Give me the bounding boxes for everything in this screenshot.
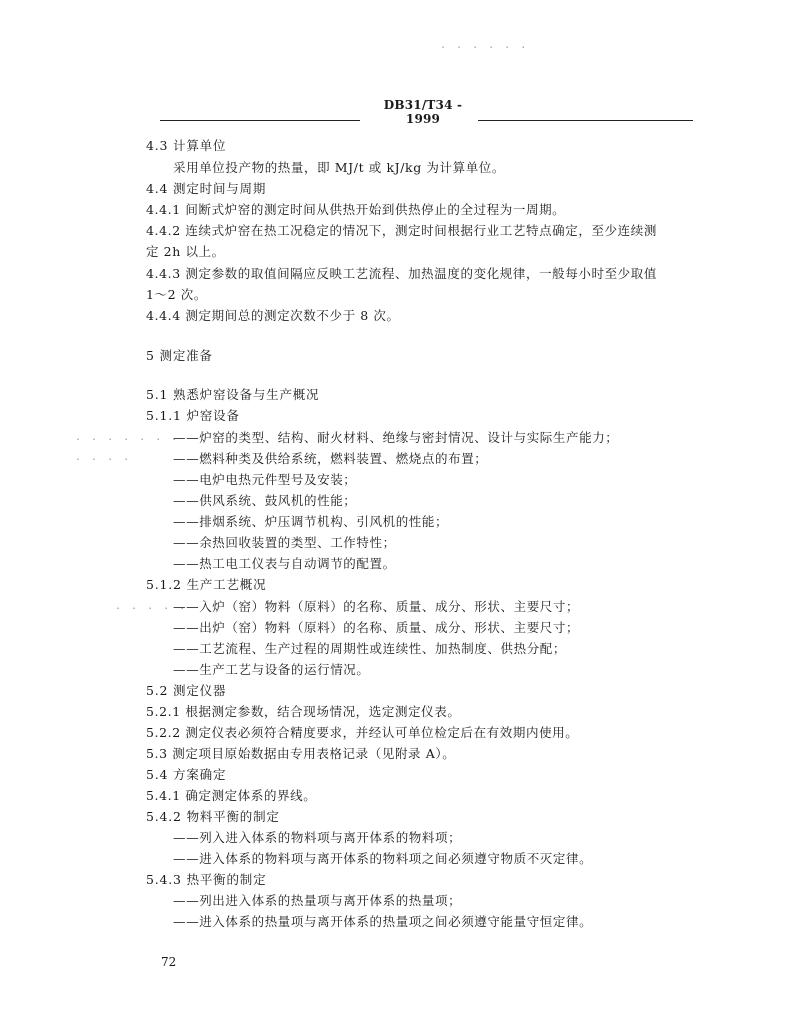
subsection-heading: 5.4.3 热平衡的制定 — [146, 872, 267, 887]
list-item: ——进入体系的物料项与离开体系的物料项之间必须遵守物质不灭定律。 — [173, 851, 593, 866]
subsection-heading: 5.4.2 物料平衡的制定 — [146, 809, 280, 824]
scan-noise: . . . . . . — [440, 40, 529, 51]
list-item: ——燃料种类及供给系统，燃料装置、燃烧点的布置； — [173, 451, 488, 466]
list-item: ——炉窑的类型、结构、耐火材料、绝缘与密封情况、设计与实际生产能力； — [173, 430, 619, 445]
section-heading: 5.1 熟悉炉窑设备与生产概况 — [146, 387, 320, 402]
list-item: ——热工电工仪表与自动调节的配置。 — [173, 556, 396, 571]
paragraph-line: 采用单位投产物的热量，即 MJ/t 或 kJ/kg 为计算单位。 — [173, 160, 506, 175]
list-item: ——入炉（窑）物料（原料）的名称、质量、成分、形状、主要尺寸； — [173, 599, 580, 614]
paragraph-line: 5.2.2 测定仪表必须符合精度要求，并经认可单位检定后在有效期内使用。 — [146, 725, 579, 740]
section-heading: 4.4 测定时间与周期 — [146, 181, 267, 196]
section-heading: 4.3 计算单位 — [146, 138, 227, 153]
standard-code-header: DB31/T34 - 1999 — [383, 98, 463, 126]
list-item: ——余热回收装置的类型、工作特性； — [173, 535, 396, 550]
list-item: ——列入进入体系的物料项与离开体系的物料项； — [173, 830, 462, 845]
paragraph-line: 5.4.1 确定测定体系的界线。 — [146, 788, 317, 803]
paragraph-line: 4.4.2 连续式炉窑在热工况稳定的情况下，测定时间根据行业工艺特点确定，至少连续测 — [146, 223, 657, 238]
subsection-heading: 5.1.1 炉窑设备 — [146, 408, 240, 423]
scan-noise: . . . . — [75, 452, 132, 463]
section-heading: 5.2 测定仪器 — [146, 683, 227, 698]
list-item: ——列出进入体系的热量项与离开体系的热量项； — [173, 893, 462, 908]
paragraph-line: 定 2h 以上。 — [146, 244, 225, 259]
list-item: ——电炉电热元件型号及安装； — [173, 472, 357, 487]
subsection-heading: 5.1.2 生产工艺概况 — [146, 577, 267, 592]
scan-noise: . . . . . . . — [75, 432, 180, 443]
paragraph-line: 5.3 测定项目原始数据由专用表格记录（见附录 A）。 — [146, 746, 456, 761]
chapter-heading: 5 测定准备 — [146, 348, 213, 363]
section-heading: 5.4 方案确定 — [146, 767, 227, 782]
paragraph-line: 1～2 次。 — [146, 287, 207, 302]
header-rule-left — [160, 120, 360, 121]
page-number: 72 — [161, 955, 177, 969]
list-item: ——出炉（窑）物料（原料）的名称、质量、成分、形状、主要尺寸； — [173, 620, 580, 635]
list-item: ——供风系统、鼓风机的性能； — [173, 493, 357, 508]
paragraph-line: 5.2.1 根据测定参数，结合现场情况，选定测定仪表。 — [146, 704, 461, 719]
list-item: ——生产工艺与设备的运行情况。 — [173, 662, 370, 677]
paragraph-line: 4.4.1 间断式炉窑的测定时间从供热开始到供热停止的全过程为一周期。 — [146, 202, 566, 217]
paragraph-line: 4.4.3 测定参数的取值间隔应反映工艺流程、加热温度的变化规律，一般每小时至少取值 — [146, 266, 657, 281]
list-item: ——进入体系的热量项与离开体系的热量项之间必须遵守能量守恒定律。 — [173, 914, 593, 929]
header-rule-right — [478, 120, 693, 121]
list-item: ——排烟系统、炉压调节机构、引风机的性能； — [173, 514, 449, 529]
scan-noise: . . . . . — [115, 601, 188, 612]
list-item: ——工艺流程、生产过程的周期性或连续性、加热制度、供热分配； — [173, 641, 567, 656]
paragraph-line: 4.4.4 测定期间总的测定次数不少于 8 次。 — [146, 308, 400, 323]
